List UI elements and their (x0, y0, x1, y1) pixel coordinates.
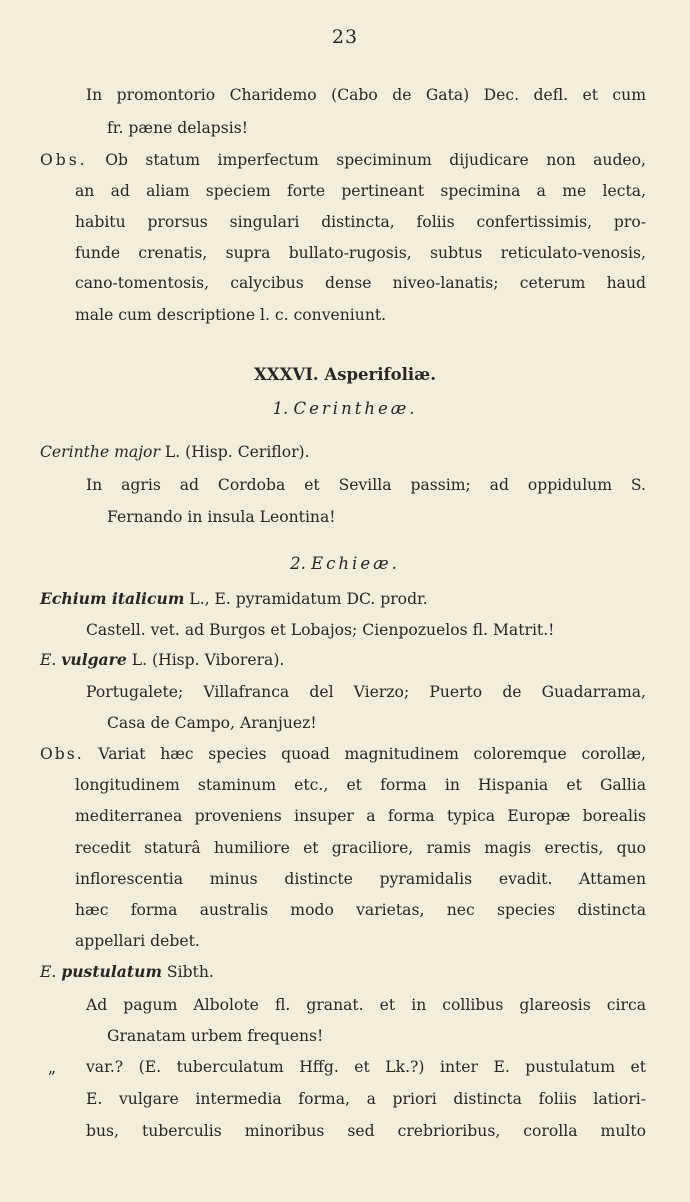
text-line: appellari debet. (75, 932, 200, 950)
ditto-mark: „ (48, 1059, 57, 1077)
text-line: an ad aliam speciem forte pertineant specimina a me lecta, (75, 182, 646, 200)
text-line: longitudinem staminum etc., et forma in Hispania et Gallia (75, 776, 646, 794)
text-line: Casa de Campo, Aranjuez! (107, 714, 317, 732)
obs-text: Variat hæc species quoad magnitudinem coloremque corollæ, (98, 745, 646, 763)
species-entry: Cerinthe major L. (Hisp. Ceriflor). (40, 443, 310, 461)
species-entry: E. vulgare L. (Hisp. Viborera). (40, 650, 285, 669)
species-entry: E. pustulatum Sibth. (40, 962, 214, 981)
obs-text: Ob statum imperfectum speciminum dijudicare non audeo, (105, 151, 646, 169)
text-line: fr. pæne delapsis! (107, 119, 249, 137)
text-line: Portugalete; Villafranca del Vierzo; Puerto de Guadarrama, (86, 683, 646, 701)
section-heading: XXXVI. Asperifoliæ. (254, 365, 436, 384)
text-line: var.? (E. tuberculatum Hffg. et Lk.?) inter E. pustulatum et (86, 1058, 646, 1076)
text-line: E. vulgare intermedia forma, a priori distincta foliis latiori- (86, 1090, 646, 1108)
species-name: vulgare (61, 650, 127, 669)
text-line: In promontorio Charidemo (Cabo de Gata) Dec. defl. et cum (86, 86, 646, 104)
text-line: cano-tomentosis, calycibus dense niveo-lanatis; ceterum haud (75, 274, 646, 292)
text-line: In agris ad Cordoba et Sevilla passim; ad oppidulum S. (86, 476, 646, 494)
obs-label: Obs. (40, 151, 88, 169)
species-name: Echium italicum (40, 589, 185, 608)
species-name: Cerinthe major (40, 443, 160, 461)
text-line: Granatam urbem frequens! (107, 1027, 324, 1045)
obs-label: Obs. (40, 745, 84, 763)
text-line: habitu prorsus singulari distincta, foliis confertissimis, pro- (75, 213, 646, 231)
text-line: inflorescentia minus distincte pyramidalis evadit. Attamen (75, 870, 646, 888)
page-number: 23 (331, 26, 359, 48)
obs-line (40, 743, 646, 765)
subsection-heading: 1. Cerintheæ. (272, 399, 418, 418)
text-line: Fernando in insula Leontina! (107, 508, 336, 526)
species-entry: Echium italicum L., E. pyramidatum DC. prodr. (40, 589, 428, 608)
text-line: hæc forma australis modo varietas, nec species distincta (75, 901, 646, 919)
subsection-heading: 2. Echieæ. (290, 554, 400, 573)
text-line: Ad pagum Albolote fl. granat. et in collibus glareosis circa (86, 996, 646, 1014)
text-line: funde crenatis, supra bullato-rugosis, subtus reticulato-venosis, (75, 244, 646, 262)
text-line: bus, tuberculis minoribus sed crebrioribus, corolla multo (86, 1122, 646, 1140)
text-line: male cum descriptione l. c. conveniunt. (75, 306, 387, 324)
text-line: recedit staturâ humiliore et graciliore, ramis magis erectis, quo (75, 839, 646, 857)
text-line: mediterranea proveniens insuper a forma typica Europæ borealis (75, 807, 646, 825)
obs-line (40, 149, 646, 171)
text-line: Castell. vet. ad Burgos et Lobajos; Cienpozuelos fl. Matrit.! (86, 621, 555, 639)
species-name: pustulatum (61, 962, 162, 981)
